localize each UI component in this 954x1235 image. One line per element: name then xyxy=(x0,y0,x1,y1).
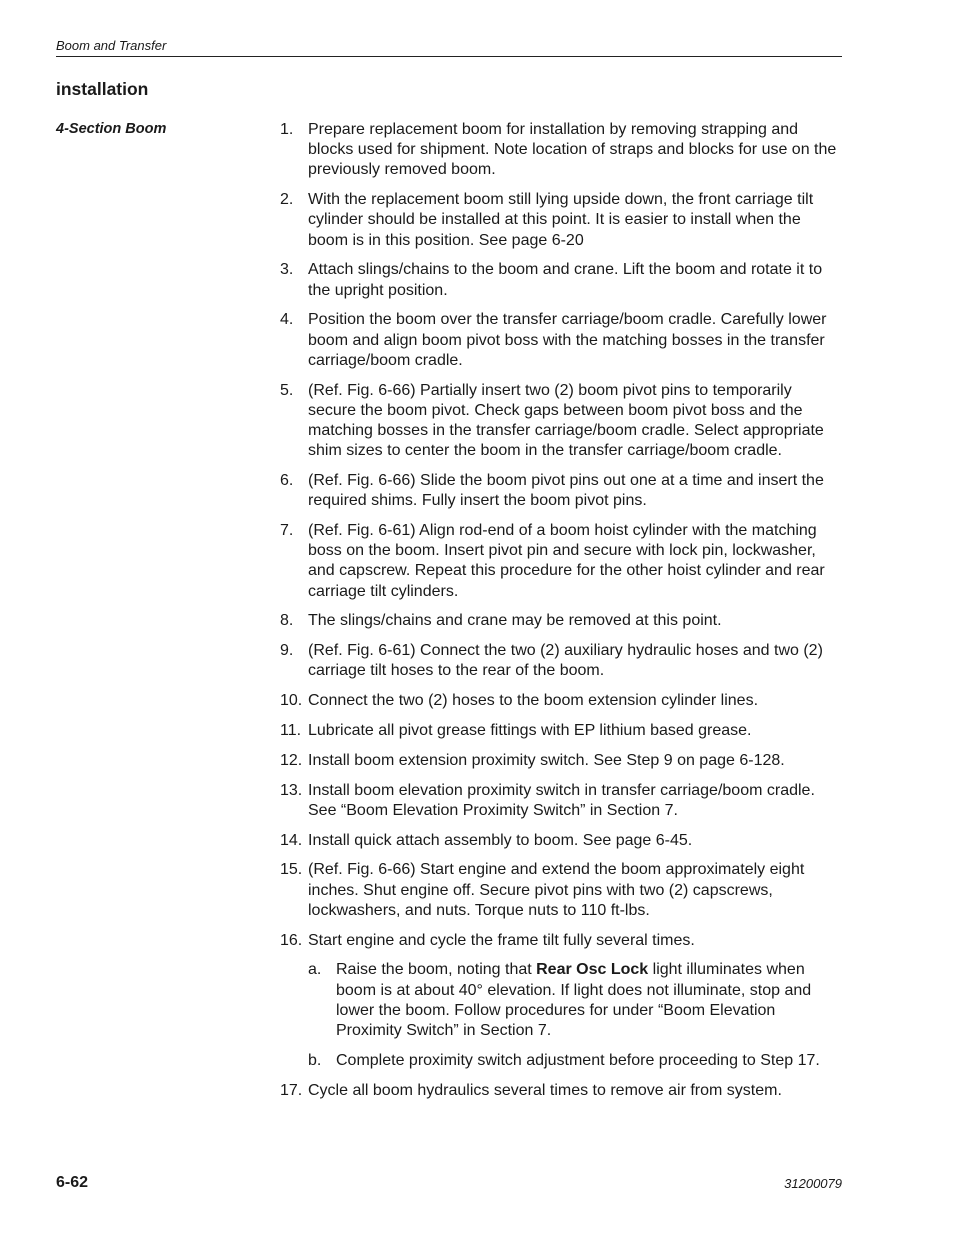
substep-letter: a. xyxy=(308,961,322,979)
header-rule xyxy=(56,56,842,57)
step-number: 2. xyxy=(280,191,294,209)
step-8 xyxy=(280,611,842,631)
step-text: Attach slings/chains to the boom and crane. Lift the boom and rotate it to the upright position. xyxy=(308,261,823,299)
step-17 xyxy=(280,1081,842,1101)
step-text: Install boom extension proximity switch. See Step 9 on page 6-128. xyxy=(308,751,785,769)
step-number: 12. xyxy=(280,751,303,769)
side-heading: 4-Section Boom xyxy=(56,121,167,137)
step-text: (Ref. Fig. 6-66) Partially insert two (2) boom pivot pins to temporarily secure the boom pivot. Check gaps between boom pivot boss and the matching bosses in the transfer carriage/boom cradle. Select appropriate shim sizes to center the boom in the transfer carriage/boom cradle. xyxy=(308,381,824,460)
step-13 xyxy=(280,781,842,821)
step-number: 4. xyxy=(280,311,294,329)
step-7 xyxy=(280,521,842,602)
step-number: 10. xyxy=(280,692,303,710)
step-number: 8. xyxy=(280,612,294,630)
step-text: Prepare replacement boom for installation by removing strapping and blocks used for shipment. Note location of straps and blocks for use on the previously removed boom. xyxy=(308,121,837,179)
step-text: Position the boom over the transfer carriage/boom cradle. Carefully lower boom and align boom pivot boss with the matching bosses in the transfer carriage/boom cradle. xyxy=(308,311,827,369)
step-3 xyxy=(280,260,842,300)
step-number: 15. xyxy=(280,861,303,879)
step-number: 9. xyxy=(280,642,294,660)
page-number: 6-62 xyxy=(56,1174,89,1191)
step-11 xyxy=(280,721,842,741)
document-number: 31200079 xyxy=(784,1176,842,1191)
step-1 xyxy=(280,120,842,181)
step-number: 3. xyxy=(280,261,294,279)
step-text: The slings/chains and crane may be removed at this point. xyxy=(308,612,722,630)
section-title: installation xyxy=(56,79,149,99)
running-header: Boom and Transfer xyxy=(56,38,167,53)
step-6 xyxy=(280,471,842,511)
step-4 xyxy=(280,310,842,371)
step-number: 17. xyxy=(280,1081,303,1099)
step-text: Start engine and cycle the frame tilt fully several times. xyxy=(308,931,695,949)
step-text: Connect the two (2) hoses to the boom extension cylinder lines. xyxy=(308,692,759,710)
step-number: 6. xyxy=(280,472,294,490)
step-15 xyxy=(280,860,842,921)
procedure-steps xyxy=(280,120,842,1110)
substeps xyxy=(308,960,842,1071)
step-number: 7. xyxy=(280,522,294,540)
step-5 xyxy=(280,381,842,462)
step-text: Install quick attach assembly to boom. See page 6-45. xyxy=(308,831,693,849)
step-text: With the replacement boom still lying upside down, the front carriage tilt cylinder should be installed at this point. It is easier to install when the boom is in this position. See page 6-20 xyxy=(308,191,814,249)
step-number: 14. xyxy=(280,831,303,849)
substep-text: Complete proximity switch adjustment before proceeding to Step 17. xyxy=(336,1051,820,1069)
step-number: 1. xyxy=(280,121,294,138)
step-text: (Ref. Fig. 6-66) Start engine and extend the boom approximately eight inches. Shut engine off. Secure pivot pins with two (2) capscrews, lockwashers, and nuts. Torque nuts to 110 ft-lbs. xyxy=(308,861,805,919)
step-text: (Ref. Fig. 6-61) Connect the two (2) auxiliary hydraulic hoses and two (2) carriage tilt hoses to the rear of the boom. xyxy=(308,642,823,680)
step-10 xyxy=(280,691,842,711)
step-9 xyxy=(280,641,842,681)
substep-letter: b. xyxy=(308,1051,322,1069)
step-text: Lubricate all pivot grease fittings with EP lithium based grease. xyxy=(308,722,752,740)
step-number: 11. xyxy=(280,722,302,740)
substep-text: Raise the boom, noting that xyxy=(336,961,537,979)
step-2 xyxy=(280,190,842,251)
substep-a xyxy=(308,960,842,1041)
step-number: 13. xyxy=(280,781,303,799)
substep-b xyxy=(308,1051,842,1071)
step-text: (Ref. Fig. 6-61) Align rod-end of a boom hoist cylinder with the matching boss on the boom. Insert pivot pin and secure with lock pin, lockwasher, and capscrew. Repeat this procedure for the other hoist cylinder and rear carriage tilt cylinders. xyxy=(308,522,825,600)
step-text: Cycle all boom hydraulics several times to remove air from system. xyxy=(308,1081,782,1099)
step-14 xyxy=(280,831,842,851)
step-number: 16. xyxy=(280,931,303,949)
step-text: (Ref. Fig. 6-66) Slide the boom pivot pins out one at a time and insert the required shims. Fully insert the boom pivot pins. xyxy=(308,472,824,510)
step-text: Install boom elevation proximity switch in transfer carriage/boom cradle. See “Boom Elevation Proximity Switch” in Section 7. xyxy=(308,781,815,819)
substep-text: light illuminates when boom is at about 40° elevation. If light does not illuminate, stop and lower the boom. Follow procedures for under “Boom Elevation Proximity Switch” in Section 7. xyxy=(336,961,812,1040)
step-12 xyxy=(280,751,842,771)
step-number: 5. xyxy=(280,381,294,399)
indicator-name: Rear Osc Lock xyxy=(536,961,649,979)
step-16 xyxy=(280,931,842,1071)
